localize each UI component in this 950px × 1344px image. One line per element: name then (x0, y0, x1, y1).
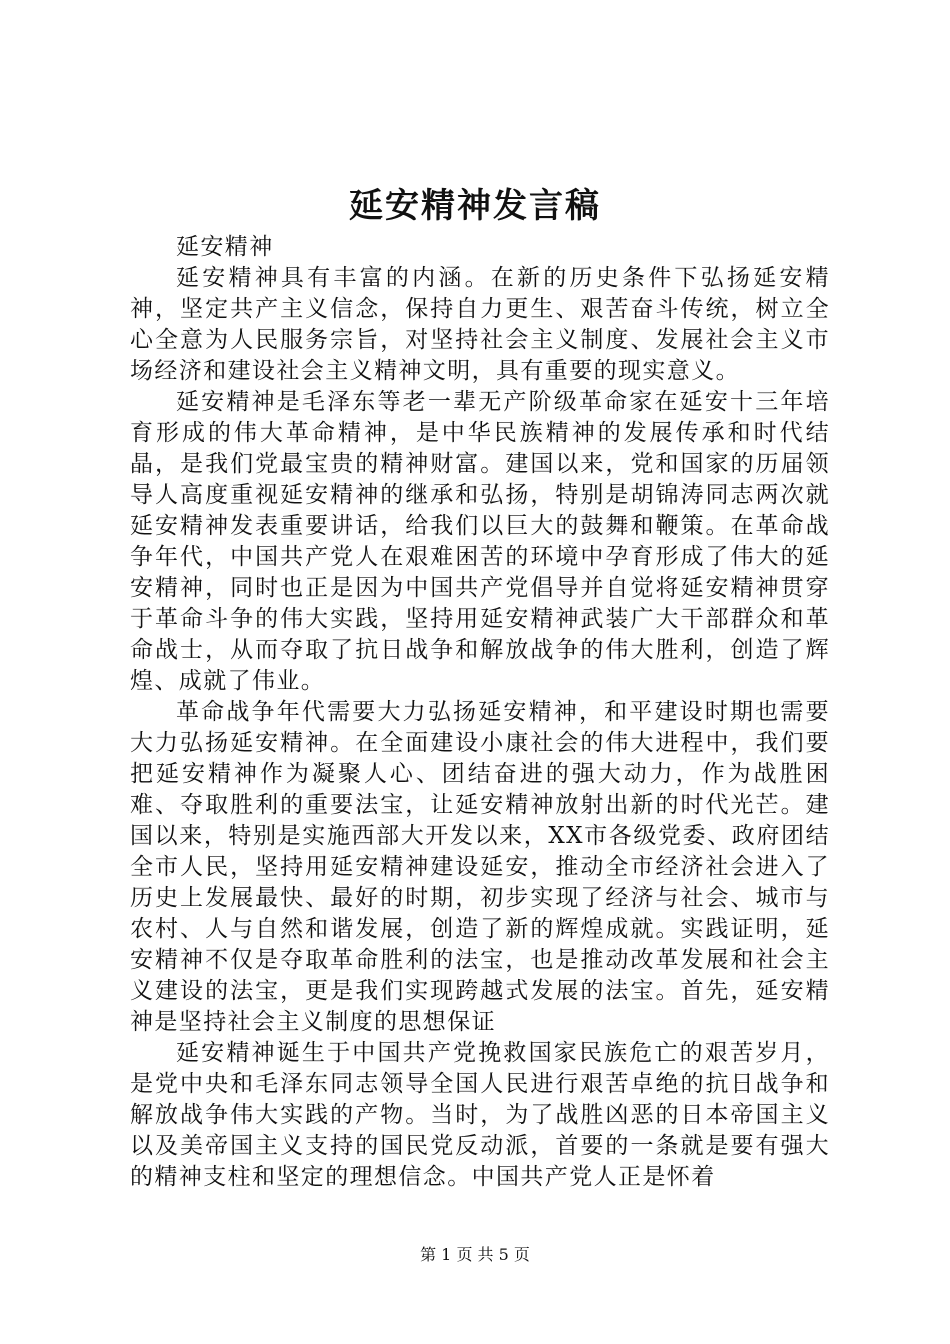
document-body (130, 232, 830, 1193)
paragraph: 革命战争年代需要大力弘扬延安精神，和平建设时期也需要大力弘扬延安精神。在全面建设小康社会的伟大进程中，我们要把延安精神作为凝聚人心、团结奋进的强大动力，作为战胜困难、夺取胜利的重要法宝，让延安精神放射出新的时代光芒。建国以来，特别是实施西部大开发以来，XX市各级党委、政府团结全市人民，坚持用延安精神建设延安，推动全市经济社会进入了历史上发展最快、最好的时期，初步实现了经济与社会、城市与农村、人与自然和谐发展，创造了新的辉煌成就。实践证明，延安精神不仅是夺取革命胜利的法宝，也是推动改革发展和社会主义建设的法宝，更是我们实现跨越式发展的法宝。首先，延安精神是坚持社会主义制度的思想保证 (130, 699, 830, 1035)
paragraph: 延安精神诞生于中国共产党挽救国家民族危亡的艰苦岁月，是党中央和毛泽东同志领导全国人民进行艰苦卓绝的抗日战争和解放战争伟大实践的产物。当时，为了战胜凶恶的日本帝国主义以及美帝国主义支持的国民党反动派，首要的一条就是要有强大的精神支柱和坚定的理想信念。中国共产党人正是怀着 (130, 1040, 830, 1190)
document-title: 延安精神发言稿 (349, 186, 601, 226)
page-footer: 第 1 页 共 5 页 (420, 1245, 530, 1264)
paragraph: 延安精神具有丰富的内涵。在新的历史条件下弘扬延安精神，坚定共产主义信念，保持自力更生、艰苦奋斗传统，树立全心全意为人民服务宗旨，对坚持社会主义制度、发展社会主义市场经济和建设社会主义精神文明，具有重要的现实意义。 (130, 265, 830, 384)
paragraph: 延安精神是毛泽东等老一辈无产阶级革命家在延安十三年培育形成的伟大革命精神，是中华民族精神的发展传承和时代结晶，是我们党最宝贵的精神财富。建国以来，党和国家的历届领导人高度重视延安精神的继承和弘扬，特别是胡锦涛同志两次就延安精神发表重要讲话，给我们以巨大的鼓舞和鞭策。在革命战争年代，中国共产党人在艰难困苦的环境中孕育形成了伟大的延安精神，同时也正是因为中国共产党倡导并自觉将延安精神贯穿于革命斗争的伟大实践，坚持用延安精神武装广大干部群众和革命战士，从而夺取了抗日战争和解放战争的伟大胜利，创造了辉煌、成就了伟业。 (130, 389, 830, 694)
paragraph-heading: 延安精神 (176, 234, 274, 260)
